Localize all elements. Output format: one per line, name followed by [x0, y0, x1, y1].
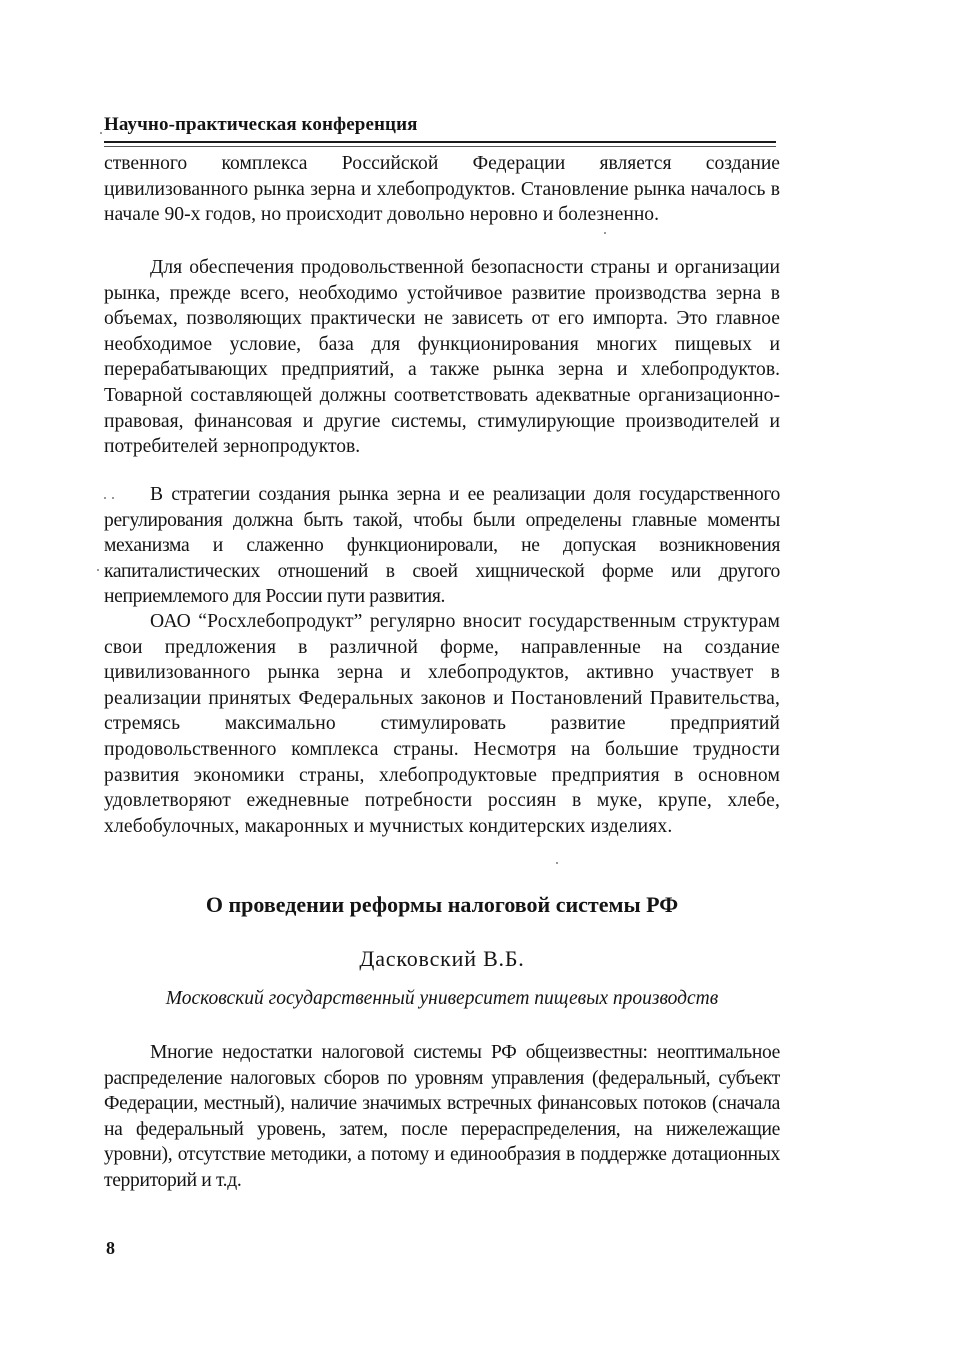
paragraph-1: ственного комплекса Российской Федерации является создание цивилизованного рынка зерна и хлебопродуктов. Становление рынка началось в начале 90-х годов, но происходит довольно неровно и болезненно. — [104, 153, 780, 226]
header-rule-thin — [104, 146, 776, 147]
scan-speck — [604, 232, 606, 234]
paragraph-roskhleboprodukt — [104, 609, 780, 839]
scan-speck — [100, 132, 102, 134]
paragraph-5: Многие недостатки налоговой системы РФ общеизвестны: неоптимальное распределение налоговых сборов по уровням управления (федеральный, субъект Федерации, местный), наличие значимых встречных финансовых потоков (сначала на федеральный уровень, затем, после перераспределения, на нижележащие уровни), отсутствие методики, а потому и единообразия в поддержке дотационных территорий и т.д. — [104, 1042, 780, 1191]
scan-speck — [104, 497, 106, 499]
header-rule — [104, 141, 776, 143]
paragraph-food-security — [104, 255, 780, 460]
page-number: 8 — [106, 1238, 115, 1258]
scan-speck — [97, 569, 99, 571]
paragraph-3: В стратегии создания рынка зерна и ее реализации доля государственного регулирования должна быть такой, чтобы были определены главные моменты механизма и слаженно функционировали, не допуская возникновения капиталистических отношений в своей хищнической форме или другого неприемлемого для России пути развития. — [104, 484, 780, 608]
article-affiliation: Московский государственный университет пищевых производств — [165, 988, 719, 1009]
paragraph-tax-system — [104, 1040, 780, 1194]
paragraph-4: ОАО “Росхлебопродукт” регулярно вносит государственным структурам свои предложения в различной форме, направленные на создание цивилизованного рынка зерна и хлебопродуктов, активно участвует в реализации принятых Федеральных законов и Постановлений Правительства, стремясь максимально стимулировать развитие предприятий продовольственного комплекса страны. Несмотря на большие трудности развития экономики страны, хлебопродуктовые предприятия в основном удовлетворяют ежедневные потребности россиян в муке, крупе, хлебе, хлебобулочных, макаронных и мучнистых кондитерских изделиях. — [104, 611, 780, 837]
paragraph-continued — [104, 151, 780, 228]
running-head: Научно-практическая конференция — [104, 114, 418, 135]
article-author: Дасковский В.Б. — [359, 946, 525, 971]
scan-speck — [556, 862, 558, 864]
paragraph-2: Для обеспечения продовольственной безопасности страны и организации рынка, прежде всего, необходимо устойчивое развитие производства зерна в объемах, позволяющих практически не зависеть от его импорта. Это главное необходимое условие, база для функционирования многих пищевых и перерабатывающих предприятий, а также рынка зерна и хлебопродуктов. Товарной составляющей должны соответствовать адекватные организационно-правовая, финансовая и другие системы, стимулирующие производителей и потребителей зернопродуктов. — [104, 257, 780, 458]
article-title: О проведении реформы налоговой системы РФ — [205, 892, 679, 917]
paragraph-strategy — [104, 482, 780, 610]
scan-speck — [112, 497, 114, 499]
